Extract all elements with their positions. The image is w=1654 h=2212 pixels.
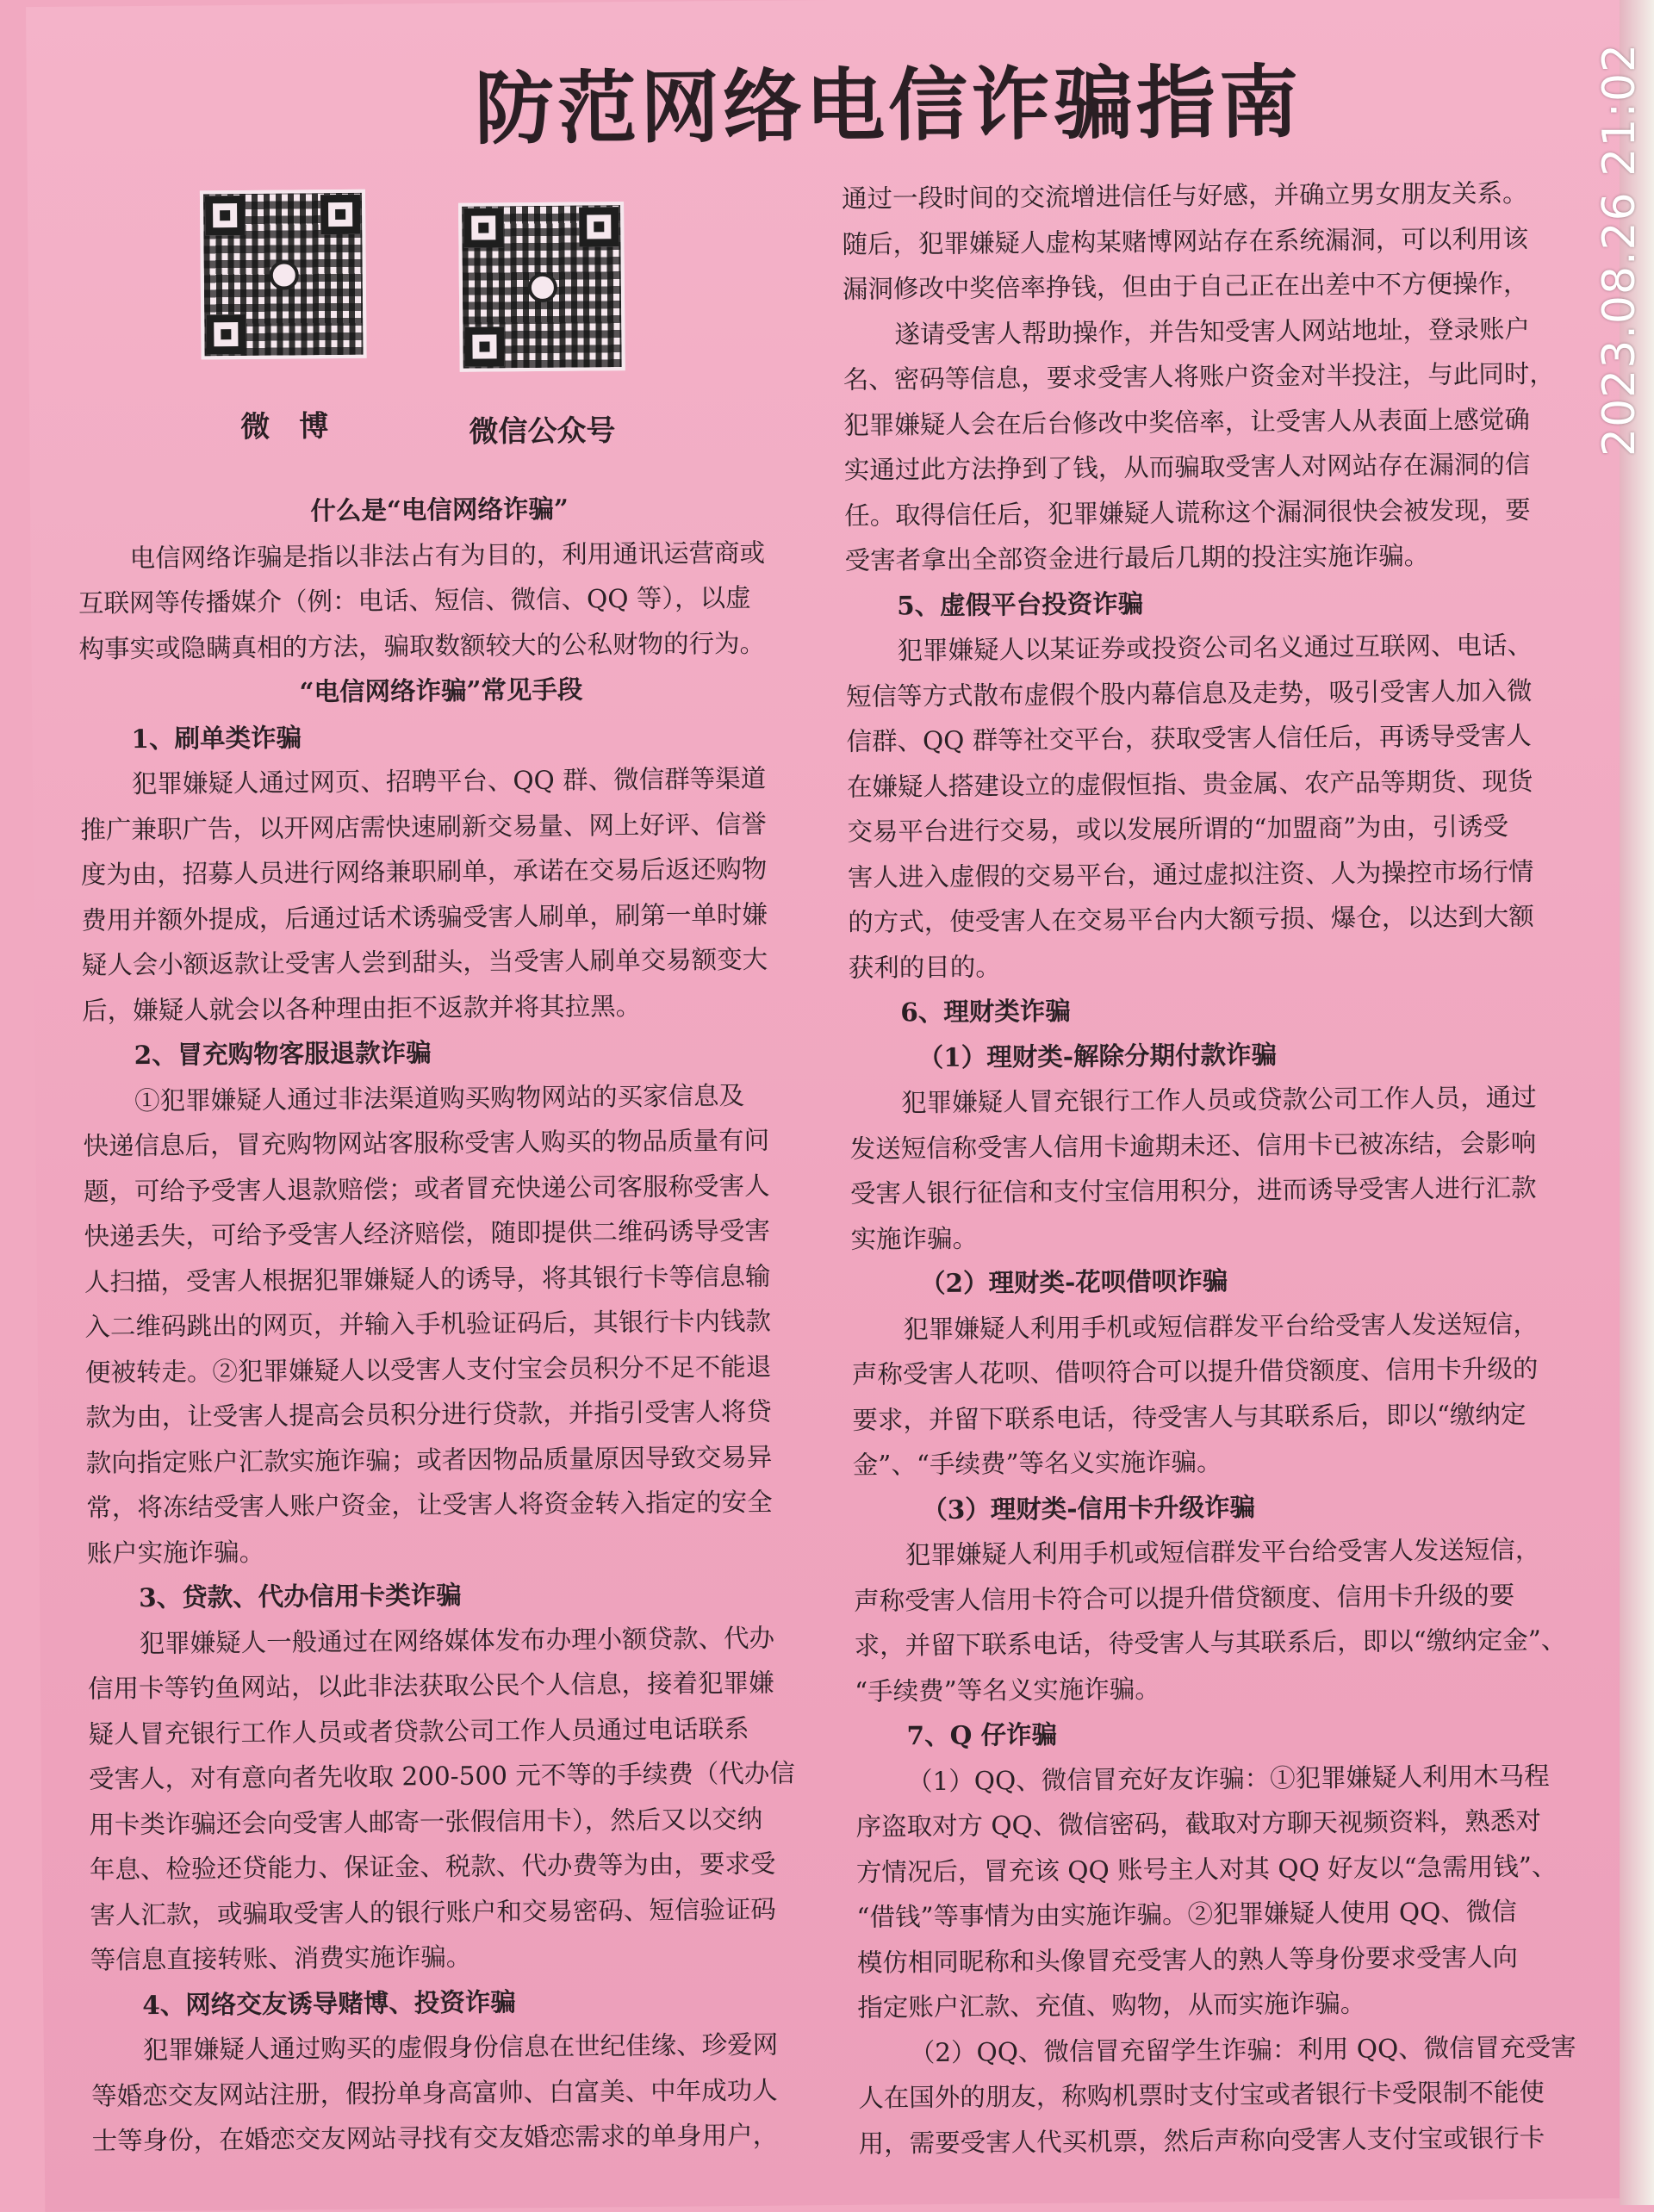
text-line: 常，将冻结受害人账户资金，让受害人将资金转入指定的安全 [86,1487,773,1523]
text-line: 费用并额外提成，后通过话术诱骗受害人刷单，刷第一单时嫌 [81,899,768,935]
police-badge-icon [270,260,299,289]
text-line: 犯罪嫌疑人以某证券或投资公司名义通过互联网、电话、 [897,630,1533,666]
text-line: 快递丢失，可给予受害人经济赔偿，随即提供二维码诱导受害 [84,1215,771,1252]
text-line: 序盗取对方 QQ、微信密码，截取对方聊天视频资料，熟悉对 [855,1805,1541,1842]
left-text-column [78,484,816,2164]
text-line: 犯罪嫌疑人利用手机或短信群发平台给受害人发送短信， [905,1534,1541,1570]
qr-finder-mark [206,314,246,354]
text-line: 声称受害人花呗、借呗符合可以提升借贷额度、信用卡升级的 [851,1353,1539,1389]
text-line: “借钱”等事情为由实施诈骗。②犯罪嫌疑人使用 QQ、微信 [856,1897,1517,1932]
qr-finder-mark [205,196,245,235]
text-line: 度为由，招募人员进行网络兼职刷单，承诺在交易后返还购物 [80,854,768,890]
right-text-column [842,171,1574,2166]
text-line: 遂请受害人帮助操作，并告知受害人网站地址，登录账户 [894,314,1531,349]
text-line: 题，可给予受害人退款赔偿；或者冒充快递公司客服称受害人 [83,1171,770,1207]
text-line: （2）QQ、微信冒充留学生诈骗：利用 QQ、微信冒充受害 [909,2032,1576,2067]
text-line: 通过一段时间的交流增进信任与好感，并确立男女朋友关系。 [841,177,1528,214]
text-line: 等婚恋交友网站注册，假扮单身高富帅、白富美、中年成功人 [91,2075,778,2111]
text-line: “手续费”等名义实施诈骗。 [854,1674,1160,1706]
text-line: 疑人会小额返款让受害人尝到甜头，当受害人刷单交易额变大 [81,944,768,980]
text-line: “电信网络诈骗”常见手段 [299,674,583,707]
text-line: 任。取得信任后，犯罪嫌疑人谎称这个漏洞很快会被发现，要 [844,494,1531,531]
text-line: 交易平台进行交易，或以发展所谓的“加盟商”为由，引诱受 [847,811,1509,847]
text-line: 害人进入虚假的交易平台，通过虚拟注资、人为操控市场行情 [847,856,1534,892]
text-line: 受害人银行征信和支付宝信用积分，进而诱导受害人进行汇款 [849,1172,1537,1209]
text-line: 犯罪嫌疑人通过购买的虚假身份信息在世纪佳缘、珍爱网 [142,2029,779,2066]
text-line: 年息、检验还贷能力、保证金、税款、代办费等为由，要求受 [89,1849,776,1885]
text-line: 款为由，让受害人提高会员积分进行贷款，并指引受害人将贷 [85,1396,772,1432]
text-line: 要求，并留下联系电话，待受害人与其联系后，即以“缴纳定 [852,1399,1527,1435]
text-line: 犯罪嫌疑人冒充银行工作人员或贷款公司工作人员，通过 [901,1082,1537,1118]
text-line: 入二维码跳出的网页，并输入手机验证码后，其银行卡内钱款 [84,1306,772,1342]
page-title: 防范网络电信诈骗指南 [474,56,1303,156]
text-line: 信群、QQ 群等社交平台，获取受害人信任后，再诱导受害人 [846,720,1532,756]
text-line: 方情况后，冒充该 QQ 账号主人对其 QQ 好友以“急需用钱”、 [855,1851,1558,1887]
text-line: 在嫌疑人搭建设立的虚假恒指、贵金属、农产品等期货、现货 [846,766,1533,802]
text-line: 金”、“手续费”等名义实施诈骗。 [852,1447,1222,1480]
text-line: 用，需要受害人代买机票，然后声称向受害人支付宝或银行卡 [858,2122,1545,2159]
text-line: 短信等方式散布虚假个股内幕信息及走势，吸引受害人加入微 [845,675,1533,711]
weibo-qr-code [200,190,367,360]
text-line: 犯罪嫌疑人一般通过在网络媒体发布办理小额贷款、代办 [139,1623,775,1658]
text-line: 7、Q 仔诈骗 [906,1718,1058,1751]
text-line: 等信息直接转账、消费实施诈骗。 [90,1942,472,1975]
text-line: 犯罪嫌疑人利用手机或短信群发平台给受害人发送短信， [903,1308,1539,1344]
wechat-qr-label: 微信公众号 [469,413,616,450]
qr-finder-mark [464,326,504,366]
text-line: 4、网络交友诱导赌博、投资诈骗 [142,1985,516,2020]
text-line: 犯罪嫌疑人通过网页、招聘平台、QQ 群、微信群等渠道 [131,763,767,799]
text-line: 指定账户汇款、充值、购物，从而实施诈骗。 [857,1988,1366,2022]
text-line: 账户实施诈骗。 [86,1537,265,1569]
qr-finder-mark [320,195,360,234]
text-line: 款向指定账户汇款实施诈骗；或者因物品质量原因导致交易异 [85,1442,773,1478]
text-line: 的方式，使受害人在交易平台内大额亏损、爆仓，以达到大额 [848,901,1534,937]
text-line: 受害人，对有意向者先收取 200-500 元不等的手续费（代办信 [88,1758,795,1794]
text-line: 构事实或隐瞒真相的方法，骗取数额较大的公私财物的行为。 [78,628,766,664]
text-line: 求，并留下联系电话，待受害人与其联系后，即以“缴纳定金”、 [854,1625,1567,1661]
text-line: 3、贷款、代办信用卡类诈骗 [139,1579,462,1613]
qr-finder-mark [463,208,503,247]
text-line: （3）理财类-信用卡升级诈骗 [922,1491,1256,1525]
text-line: 推广兼职广告，以开网店需快速刷新交易量、网上好评、信誉 [80,809,768,845]
text-line: 犯罪嫌疑人会在后台修改中奖倍率，让受害人从表面上感觉确 [843,404,1530,440]
text-line: 害人汇款，或骗取受害人的银行账户和交易密码、短信验证码 [90,1894,777,1930]
text-line: 快递信息后，冒充购物网站客服称受害人购买的物品质量有问 [83,1125,770,1161]
pamphlet-page [26,0,1654,2212]
text-line: 信用卡等钓鱼网站，以此非法获取公民个人信息，接着犯罪嫌 [87,1668,774,1704]
text-line: ①犯罪嫌疑人通过非法渠道购买购物网站的买家信息及 [134,1080,745,1115]
text-line: 什么是“电信网络诈骗” [310,493,569,526]
text-line: 漏洞修改中奖倍率挣钱，但由于自己正在出差中不方便操作， [842,268,1529,304]
text-line: 声称受害人信用卡符合可以提升借贷额度、信用卡升级的要 [854,1580,1515,1616]
text-line: 实施诈骗。 [850,1223,979,1254]
text-line: （2）理财类-花呗借呗诈骗 [919,1265,1228,1299]
text-line: 后，嫌疑人就会以各种理由拒不返款并将其拉黑。 [82,991,642,1026]
text-line: 人在国外的朋友，称购机票时支付宝或者银行卡受限制不能使 [858,2077,1545,2113]
text-line: （1）QQ、微信冒充好友诈骗：①犯罪嫌疑人利用木马程 [906,1761,1550,1796]
text-line: 模仿相同昵称和头像冒充受害人的熟人等身份要求受害人向 [856,1942,1519,1978]
text-line: 士等身份，在婚恋交友网站寻找有交友婚恋需求的单身用户， [91,2120,779,2156]
text-line: 发送短信称受害人信用卡逾期未还、信用卡已被冻结，会影响 [849,1128,1537,1164]
text-line: 电信网络诈骗是指以非法占有为目的，利用通讯运营商或 [129,537,766,573]
text-line: 5、虚假平台投资诈骗 [896,587,1144,620]
weibo-qr-label: 微 博 [240,409,329,445]
text-line: 获利的目的。 [848,951,1001,983]
text-line: 疑人冒充银行工作人员或者贷款公司工作人员通过电话联系 [88,1713,749,1749]
text-line: 便被转走。②犯罪嫌疑人以受害人支付宝会员积分不足不能退 [84,1351,772,1388]
text-line: 6、理财类诈骗 [900,995,1071,1028]
qr-finder-mark [579,207,619,246]
photo-timestamp: 2023.08.26 21:02 [1594,42,1645,457]
text-line: 名、密码等信息，要求受害人将账户资金对半投注，与此同时， [843,358,1555,395]
text-line: （1）理财类-解除分期付款诈骗 [917,1039,1278,1072]
police-badge-icon [528,273,557,302]
text-line: 2、冒充购物客服退款诈骗 [134,1037,432,1071]
text-line: 实通过此方法挣到了钱，从而骗取受害人对网站存在漏洞的信 [843,449,1531,485]
wechat-qr-code [458,202,625,372]
text-line: 人扫描，受害人根据犯罪嫌疑人的诱导，将其银行卡等信息输 [84,1261,771,1297]
text-line: 互联网等传播媒介（例：电话、短信、微信、QQ 等），以虚 [78,582,751,618]
text-line: 随后，犯罪嫌疑人虚构某赌博网站存在系统漏洞，可以利用该 [842,223,1529,259]
text-line: 受害者拿出全部资金进行最后几期的投注实施诈骗。 [844,540,1430,575]
text-line: 用卡类诈骗还会向受害人邮寄一张假信用卡），然后又以交纳 [89,1804,763,1840]
text-line: 1、刷单类诈骗 [131,721,302,754]
